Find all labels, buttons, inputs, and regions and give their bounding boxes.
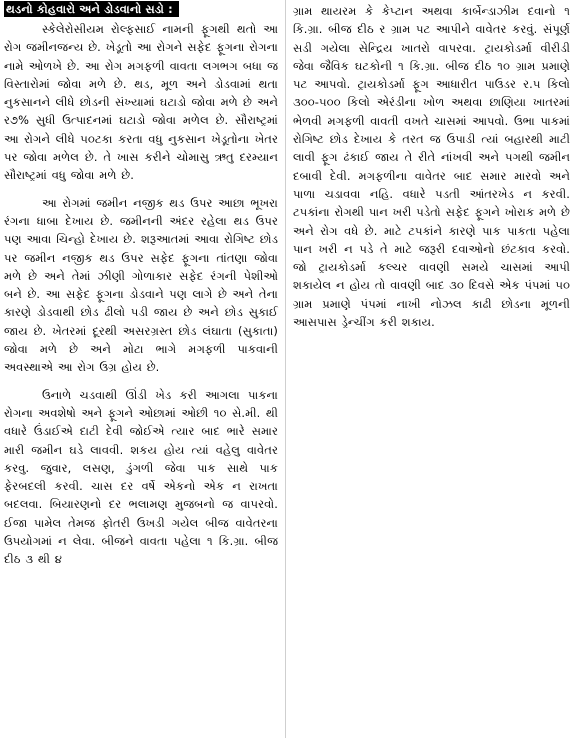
paragraph-control: ઉનાળે ચડવાથી ઊંડી ખેડ કરી આગલા પાકના રોગના અવશેષો અને ફૂગને ઓછામાં ઓછી ૧૦ સે.મી. થી વધારે ઉંડાઈએ દાટી દેવી જોઈએ ત્યાર બાદ ભારે સમાર મારી જમીન ઘડે લાવવી. શકય હોય ત્યાં વહેલુ વાવેતર કરવુ. જુવાર, લસણ, ડુંગળી જેવા પાક સાથે પાક ફેરબદલી કરવી. ચાસ દર વર્ષે એકનો એક ન રાખતા બદલવા. બિયારણનો દર ભલામણ મુજબનો જ વાપરવો. ઈજા પામેલ તેમજ ફોતરી ઉખડી ગયેલ બીજ વાવેતરના ઉપયોગમાં ન લેવા. બીજને વાવતા પહેલા ૧ કિ.ગ્રા. બીજ દીઠ ૩ થી ૪ [4, 387, 278, 567]
paragraph-intro: સ્કેલેરોસીયમ રોલ્ફસાઈ નામની ફૂગથી થતો આ રોગ જમીનજન્ય છે. ખેડૂતો આ રોગને સફેદ ફૂગના રોગના નામે ઓળખે છે. આ રોગ મગફળી વાવતા લગભગ બધા જ વિસ્તારોમાં જોવા મળે છે. થડ, મૂળ અને ડોડવામાં થતા નુકસાનને લીધે છોડની સંખ્યામાં ઘટાડો જોવા મળે છે અને ર૭% સુધી ઉત્પાદનમાં ઘટાડો જોવા મળેલ છે. સૌરાષ્ટ્રમાં આ રોગને લીધે ૫૦ટકા કરતા વધુ નુકસાન ખેડૂતોના ખેતર પર જોવા મળેલ છે. તે ખાસ કરીને ચોમાસુ ઋતુ દરમ્યાન સૌરાષ્ટ્રમાં વધુ જોવા મળે છે. [4, 22, 278, 183]
paragraph-symptoms: આ રોગમાં જમીન નજીક થડ ઉપર આછા ભૂખરા રંગના ધાબા દેખાય છે. જમીનની અંદર રહેલા થડ ઉપર પણ આવા ચિન્હો દેખાય છે. શરૂઆતમાં આવા રોગિષ્ટ છોડ પર જમીન નજીક થડ ઉપર સફેદ ફૂગના તાંતણા જોવા મળે છે અને તેમાં ઝીણી ગોળાકાર સફેદ રંગની પેશીઓ બને છે. આ સફેદ ફૂગના ડોડવાને પણ લાગે છે અને તેના કારણે ડોડવાથી છોડ ઢીલો પડી જાય છે અને છોડ સુકાઈ જાય છે. ખેતરમાં દૂરથી અસરગ્રસ્ત છોડ લંઘાતા (સુકાતા) જોવા મળે છે અને મોટા ભાગે મગફળી પાકવાની અવસ્થાએ આ રોગ ઉગ્ર હોય છે. [4, 195, 278, 375]
column-divider [285, 0, 286, 738]
right-column [293, 2, 570, 738]
section-title: થડનો કોહવારો અને ડોડવાનો સડો : [4, 1, 179, 17]
left-column [4, 0, 278, 738]
paragraph-control-continued: ગ્રામ થાયરમ કે કેપ્ટાન અથવા કાર્બેન્ડાઝીમ દવાનો ૧ કિ.ગ્રા. બીજ દીઠ ર ગ્રામ પટ આપીને વાવેતર કરવું. સંપૂર્ણ સડી ગયેલા સેન્દ્રિય ખાતરો વાપરવા. ટ્રાયકોડર્મા વીરીડી જેવા જૈવિક ઘટકોની ૧ કિ.ગ્રા. બીજ દીઠ ૧૦ ગ્રામ પ્રમાણે પટ આપવો. ટ્રાયકોડર્મા ફૂગ આધારીત પાઉડર ર.૫ કિલો ૩૦૦-૫૦૦ કિલો એરંડીના ખોળ અથવા છાણિયા ખાતરમાં ભેળવી મગફળી વાવતી વખતે ચાસમાં આપવો. ઉભા પાકમાં રોગિષ્ટ છોડ દેખાય કે તરત જ ઉપાડી ત્યાં બહારથી માટી લાવી ફૂગ ઢંકાઈ જાય તે રીતે નાંખવી અને પગથી જમીન દબાવી દેવી. મગફળીના વાવેતર બાદ સમાર મારવો અને પાળા ચડાવવા નહિ. વધારે પડતી આંતરખેડ ન કરવી. ટપકાંના રોગથી પાન ખરી પડેતો સફેદ ફૂગને ખોરાક મળે છે અને રોગ વધે છે. માટે ટપકાંને કારણે પાક પાકતા પહેલા પાન ખરી ન પડે તે માટે જરૂરી દવાઓનો છંટકાવ કરવો. જો ટ્રાયકોડર્મા કલ્ચર વાવણી સમયે ચાસમાં આપી શકાયેલ ન હોય તો વાવણી બાદ ૩૦ દિવસે એક પંપમાં ૫૦ ગ્રામ પ્રમાણે પંપમાં નાખી નોઝલ કાઢી છોડના મૂળની આસપાસ ડ્રેન્ચીંગ કરી શકાય. [293, 4, 570, 330]
